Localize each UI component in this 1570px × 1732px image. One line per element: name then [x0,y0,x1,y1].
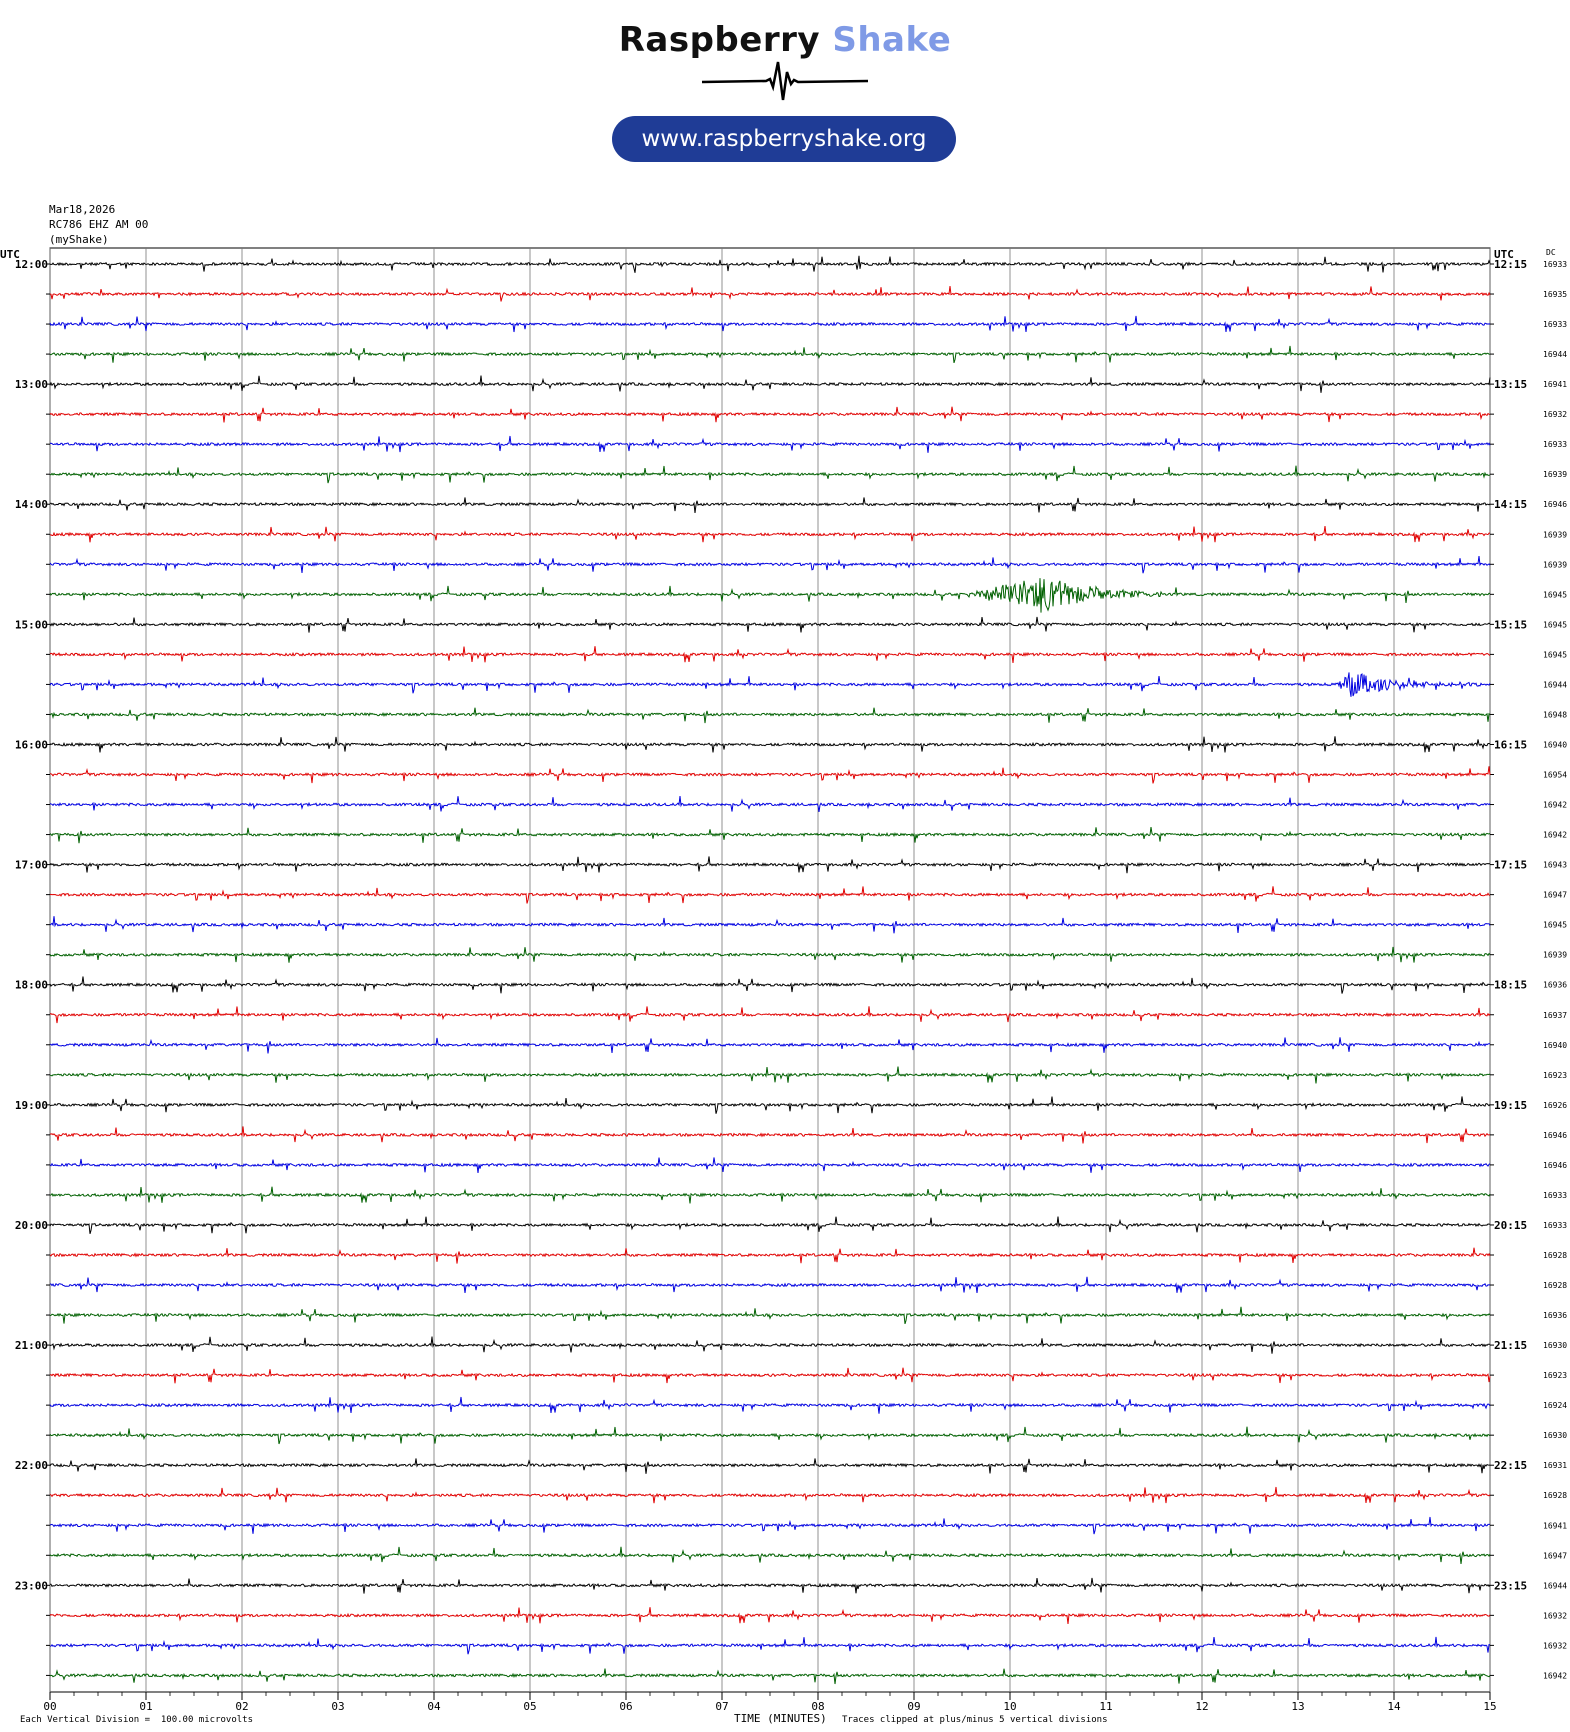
x-tick-label: 09 [907,1700,921,1713]
seismic-trace [50,1578,1490,1594]
seismic-trace [50,947,1490,963]
seismic-trace [50,1458,1490,1473]
dc-value: 16942 [1543,800,1568,810]
x-tick-label: 00 [43,1700,57,1713]
data-source: (myShake) [49,233,109,246]
seismic-trace [50,526,1490,542]
dc-value: 16947 [1543,890,1568,900]
dc-value: 16948 [1543,710,1568,720]
dc-value: 16930 [1543,1341,1568,1351]
x-tick-label: 02 [235,1700,249,1713]
dc-value: 16928 [1543,1491,1568,1501]
dc-value: 16944 [1543,680,1568,690]
seismic-trace [50,1126,1490,1143]
dc-value: 16942 [1543,1671,1568,1681]
x-tick-label: 06 [619,1700,633,1713]
seismic-trace [50,497,1490,513]
seismic-trace [50,1006,1490,1023]
chart-frame [50,248,1490,1692]
dc-value: 16936 [1543,1311,1568,1321]
x-tick-label: 01 [139,1700,153,1713]
dc-value: 16946 [1543,1130,1568,1140]
seismic-trace [50,672,1490,696]
dc-value: 16946 [1543,500,1568,510]
seismic-trace [50,1547,1490,1564]
x-tick-label: 08 [811,1700,825,1713]
seismic-trace [50,708,1490,723]
dc-value: 16944 [1543,1581,1568,1591]
x-tick-label: 03 [331,1700,345,1713]
seismic-trace [50,256,1490,273]
dc-value: 16930 [1543,1431,1568,1441]
right-hour-label: 13:15 [1494,378,1528,392]
x-axis-title: TIME (MINUTES) [734,1712,827,1725]
right-hour-label: 20:15 [1494,1218,1528,1232]
x-tick-label: 14 [1387,1700,1401,1713]
seismic-trace [50,886,1490,903]
dc-value: 16935 [1543,290,1568,300]
dc-value: 16926 [1543,1100,1568,1110]
x-tick-label: 12 [1195,1700,1209,1713]
seismic-trace [50,1037,1490,1053]
dc-value: 16939 [1543,470,1568,480]
dc-value: 16932 [1543,410,1568,420]
seismic-trace [50,1157,1490,1173]
left-hour-label: 23:00 [14,1579,48,1593]
clip-note: Traces clipped at plus/minus 5 vertical divisions [842,1715,1108,1725]
left-hour-label: 12:00 [14,258,48,271]
dc-value: 16941 [1543,1521,1568,1531]
left-hour-label: 22:00 [14,1459,48,1473]
scale-note: Each Vertical Division = 100.00 microvolts [20,1715,253,1725]
dc-value: 16928 [1543,1250,1568,1260]
station-code: RC786 EHZ AM 00 [49,218,149,231]
seismic-trace [50,1217,1490,1234]
x-tick-label: 13 [1291,1700,1305,1713]
left-hour-label: 18:00 [14,978,48,992]
seismic-trace [50,286,1490,302]
dc-value: 16923 [1543,1070,1568,1080]
dc-value: 16933 [1543,260,1568,269]
x-tick-label: 15 [1483,1700,1497,1713]
seismic-trace [50,1637,1490,1654]
x-tick-label: 07 [715,1700,729,1713]
dc-value: 16943 [1543,860,1568,870]
seismic-trace [50,766,1490,783]
dc-value: 16941 [1543,380,1568,390]
x-tick-label: 04 [427,1700,441,1713]
dc-value: 16947 [1543,1551,1568,1561]
right-hour-label: 22:15 [1494,1459,1528,1473]
dc-value: 16945 [1543,620,1568,630]
seismic-trace [50,1337,1490,1354]
dc-value: 16945 [1543,650,1568,660]
left-hour-label: 19:00 [14,1098,48,1112]
seismic-trace [50,436,1490,453]
dc-value: 16933 [1543,440,1568,450]
dc-value: 16954 [1543,770,1568,780]
seismic-trace [50,796,1490,812]
dc-value: 16944 [1543,350,1568,360]
seismic-trace [50,556,1490,573]
dc-value: 16932 [1543,1641,1568,1651]
right-hour-label: 19:15 [1494,1098,1528,1112]
seismic-trace [50,1607,1490,1624]
dc-column-title: DC [1546,248,1556,257]
x-tick-label: 05 [523,1700,537,1713]
left-hour-label: 13:00 [14,378,48,392]
dc-value: 16932 [1543,1611,1568,1621]
dc-value: 16928 [1543,1281,1568,1291]
seismic-trace [50,916,1490,933]
left-hour-label: 16:00 [14,738,48,752]
dc-value: 16939 [1543,560,1568,570]
chart-labels [0,248,1567,1713]
right-hour-label: 15:15 [1494,618,1528,632]
seismic-trace [50,1067,1490,1084]
dc-value: 16933 [1543,1220,1568,1230]
dc-value: 16933 [1543,320,1568,330]
dc-value: 16939 [1543,530,1568,540]
seismic-trace [50,736,1490,752]
seismic-trace [50,1248,1490,1264]
website-link[interactable]: www.raspberryshake.org [612,116,956,162]
right-hour-label: 18:15 [1494,978,1528,992]
left-hour-label: 20:00 [14,1218,48,1232]
seismic-trace [50,977,1490,994]
seismic-trace [50,316,1490,332]
seismic-trace [50,376,1490,393]
left-hour-label: 14:00 [14,498,48,512]
right-hour-label: 12:15 [1494,258,1528,271]
dc-value: 16946 [1543,1160,1568,1170]
right-axis-title: UTC [1494,248,1514,261]
dc-value: 16933 [1543,1190,1568,1200]
seismic-trace [50,1397,1490,1414]
seismic-trace [50,466,1490,483]
seismic-trace [50,1427,1490,1444]
seismic-trace [50,1277,1490,1293]
record-date: Mar18,2026 [49,203,116,216]
seismic-trace [50,1368,1490,1384]
right-hour-label: 17:15 [1494,858,1528,872]
dc-value: 16945 [1543,590,1568,600]
seismic-trace [50,856,1490,873]
seismic-trace [50,1669,1490,1684]
seismic-trace [50,1307,1490,1324]
dc-value: 16936 [1543,980,1568,990]
right-hour-label: 14:15 [1494,498,1528,512]
seismic-trace [50,1487,1490,1503]
left-hour-label: 17:00 [14,858,48,872]
x-tick-label: 10 [1003,1700,1017,1713]
x-tick-label: 11 [1099,1700,1113,1713]
seismic-trace [50,407,1490,423]
dc-value: 16942 [1543,830,1568,840]
right-hour-label: 21:15 [1494,1339,1528,1353]
right-hour-label: 23:15 [1494,1579,1528,1593]
seismic-trace [50,1517,1490,1534]
dc-value: 16924 [1543,1401,1568,1411]
dc-value: 16940 [1543,1040,1568,1050]
dc-value: 16940 [1543,740,1568,750]
dc-value: 16931 [1543,1461,1568,1471]
seismic-traces [50,256,1490,1684]
seismic-trace [50,1187,1490,1204]
seismic-trace [50,646,1490,663]
brand-name-dark: Raspberry [618,20,821,60]
seismic-trace [50,617,1490,633]
dc-value: 16939 [1543,950,1568,960]
left-hour-label: 15:00 [14,618,48,632]
seismic-trace [50,346,1490,363]
dc-value: 16923 [1543,1371,1568,1381]
left-hour-label: 21:00 [14,1339,48,1353]
seismic-trace [50,827,1490,843]
left-axis-title: UTC [0,248,20,261]
chart-grid [46,248,1494,1700]
seismic-trace [50,578,1490,613]
seismic-trace [50,1097,1490,1114]
brand-name-accent: Shake [832,20,952,60]
dc-value: 16937 [1543,1010,1568,1020]
right-hour-label: 16:15 [1494,738,1528,752]
dc-value: 16945 [1543,920,1568,930]
